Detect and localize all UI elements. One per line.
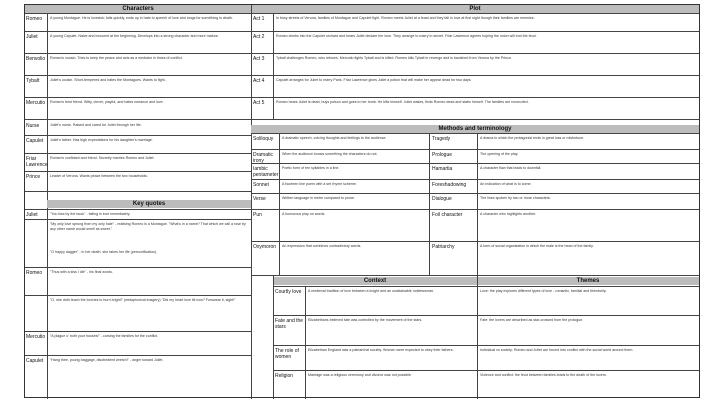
row-divider — [251, 75, 699, 76]
characters-header: Characters — [25, 5, 251, 13]
row-divider — [251, 97, 699, 98]
method-definition: A drama in which the protagonist ends in great loss or misfortune. — [480, 136, 585, 140]
character-description: Romeo's cousin. Tries to keep the peace and acts as a mediator in times of conflict. — [50, 56, 183, 60]
row-divider — [251, 31, 699, 32]
row-divider — [25, 355, 251, 356]
context-term: Courtly love — [275, 289, 302, 295]
context-term: Fate and the stars — [275, 318, 304, 330]
plot-act: Act 3 — [253, 56, 265, 62]
context-definition: Marriage was a religious ceremony and divorce was not possible. — [308, 373, 412, 377]
theme-description: Individual vs society: Romeo and Juliet are forced into conflict with the social world around them. — [480, 348, 634, 352]
character-description: A young Montague. He is lovesick; falls quickly, ends up in hate to speech of love and longs for something in death. — [50, 16, 233, 20]
method-term: Dialogue — [432, 196, 452, 202]
method-definition: The lines spoken by two or more characters. — [480, 196, 551, 200]
row-divider — [25, 13, 699, 14]
row-divider — [273, 315, 477, 316]
row-divider — [477, 370, 699, 371]
quote-speaker: Juliet — [26, 212, 38, 218]
row-divider — [25, 31, 251, 32]
character-description: Juliet's nurse. Raised and cared for Juliet through her life. — [50, 123, 142, 127]
quote-speaker: Capulet — [26, 358, 44, 364]
row-divider — [25, 219, 251, 220]
column-divider — [47, 209, 48, 399]
character-description: A young Capulet. Naive and innocent at the beginning. Develops into a strong character and more mature. — [50, 34, 219, 38]
row-divider — [251, 53, 699, 54]
column-divider — [251, 209, 252, 399]
theme-description: Violence and conflict: the feud between families leads to the death of the lovers. — [480, 373, 607, 377]
plot-act: Act 1 — [253, 16, 265, 22]
row-divider — [273, 370, 477, 371]
row-divider — [25, 331, 251, 332]
method-term: Patriarchy — [432, 244, 455, 250]
quote-lines blue: "Thus with a kiss I die" - his final words. — [50, 270, 113, 274]
row-divider — [25, 135, 251, 136]
character-name: Tybalt — [26, 78, 40, 84]
quote-lines blue: "O happy dagger" - in her death, she takes her life (personification). — [50, 250, 158, 254]
key-quotes-header: Key quotes — [47, 200, 251, 208]
method-definition: An indication of what is to come. — [480, 182, 532, 186]
row-divider — [25, 97, 251, 98]
method-term: Pun — [253, 212, 262, 218]
quote-speaker: Mercutio — [26, 334, 46, 340]
method-term: Verse — [253, 196, 266, 202]
method-term: Hamartia — [432, 166, 453, 172]
row-divider — [25, 53, 251, 54]
character-description: Leader of Verona. Wants peace between the two households. — [50, 174, 148, 178]
context-header: Context — [273, 277, 477, 285]
plot-description: Tybalt challenges Romeo, who refuses. Mercutio fights Tybalt and is killed. Romeo kills Tybalt in revenge and is banished from Verona by the Prince. — [276, 56, 512, 60]
plot-description: Romeo climbs into the Capulet orchard and hears Juliet declare her love. They arrange to marry in secret. Friar Lawrence agrees hoping the union will end the feud. — [276, 34, 537, 38]
row-divider — [251, 193, 699, 194]
plot-act: Act 2 — [253, 34, 265, 40]
row-divider — [251, 209, 699, 210]
row-divider — [25, 191, 251, 192]
methods-header: Methods and terminology — [251, 125, 699, 133]
method-definition: A character flaw that leads to downfall. — [480, 166, 542, 170]
character-name: Nurse — [26, 123, 40, 129]
character-name: Benvolio — [26, 56, 46, 62]
row-divider — [25, 119, 699, 120]
row-divider — [477, 315, 699, 316]
row-divider — [251, 149, 699, 150]
quote-lines blue: "O, she doth teach the torches to burn bright!" (metaphorical imagery) "Did my heart love till now? Forswear it, sight!" — [50, 298, 236, 302]
character-name: Juliet — [26, 34, 38, 40]
context-definition: Elizabethans believed fate was controlled by the movement of the stars. — [308, 318, 423, 322]
method-definition: When the audience knows something the characters do not. — [282, 152, 378, 156]
method-definition: A character who highlights another. — [480, 212, 536, 216]
row-divider — [251, 163, 699, 164]
method-term: Oxymoron — [253, 244, 277, 250]
column-divider — [273, 275, 274, 399]
method-term: Sonnet — [253, 182, 269, 188]
row-divider — [251, 241, 699, 242]
context-definition: A medieval tradition of love between a knight and an unattainable noblewoman. — [308, 289, 435, 293]
theme-description: Fate: the lovers are described as star-crossed from the prologue. — [480, 318, 584, 322]
column-divider — [305, 286, 306, 399]
row-divider — [273, 345, 477, 346]
column-divider — [477, 275, 478, 399]
row-divider — [25, 153, 251, 154]
row-divider — [477, 345, 699, 346]
character-description: Romeo's confidant and friend. Secretly marries Romeo and Juliet. — [50, 156, 155, 160]
method-definition: Written language in metre compared to prose. — [282, 196, 356, 200]
method-term: Foil character — [432, 212, 463, 218]
context-term: Religion — [275, 373, 294, 379]
column-divider — [429, 133, 430, 275]
row-divider — [251, 275, 699, 276]
method-term: Prologue — [432, 152, 453, 158]
method-term: Foreshadowing — [432, 182, 467, 188]
theme-description: Love: the play explores different types of love - romantic, familial and friendship. — [480, 289, 607, 293]
method-term: Soliloquy — [253, 136, 274, 142]
character-name: Capulet — [26, 138, 44, 144]
row-divider — [25, 75, 251, 76]
method-definition: A dramatic speech, voicing thoughts and feelings to the audience. — [282, 136, 387, 140]
character-description: Juliet's cousin. Short-tempered and hates the Montagues. Wants to fight. — [50, 78, 166, 82]
plot-description: Romeo hears Juliet is dead, buys poison and goes to her tomb. He kills himself. Juliet wakes, finds Romeo dead and stabs herself. The families are reconciled. — [276, 100, 529, 104]
character-name: Mercutio — [26, 100, 46, 106]
method-definition: Poetic form of ten syllables in a line. — [282, 166, 340, 170]
plot-description: Capulet arranges for Juliet to marry Paris. Friar Lawrence gives Juliet a potion that will make her appear dead for two days. — [276, 78, 472, 82]
plot-act: Act 5 — [253, 100, 265, 106]
method-definition: A form of social organisation in which the male is the head of the family. — [480, 244, 594, 248]
row-divider — [25, 267, 251, 268]
row-divider — [251, 179, 699, 180]
context-definition: Elizabethan England was a patriarchal society. Women were expected to obey their fathers. — [308, 348, 454, 352]
method-term: Iambic pentameter — [253, 166, 279, 178]
themes-header: Themes — [477, 277, 699, 285]
row-divider — [273, 286, 699, 287]
quote-lines blue: "My only love sprung from my only hate" - realising Romeo is a Montague. "What's in a name? That which we call a rose by any other name would smell as sweet." — [50, 222, 246, 231]
character-description: Juliet's father. Has high expectations for his daughter's marriage. — [50, 138, 153, 142]
row-divider — [25, 295, 251, 296]
row-divider — [251, 133, 699, 134]
plot-act: Act 4 — [253, 78, 265, 84]
quote-lines blue: "You kiss by the book" - falling in love immediately. — [50, 212, 131, 216]
column-divider — [47, 13, 48, 119]
character-description: Romeo's best friend. Witty, clever, playful, and hates romance and love. — [50, 100, 164, 104]
plot-header: Plot — [251, 5, 699, 13]
row-divider — [25, 171, 251, 172]
method-definition: The opening of the play. — [480, 152, 519, 156]
table-grid — [24, 4, 700, 398]
row-divider — [25, 209, 251, 210]
quote-lines blue: "Hang thee, young baggage, disobedient wretch!" - anger toward Juliet. — [50, 358, 164, 362]
quote-lines blue: "A plague o' both your houses!" - cursing the families for the conflict. — [50, 334, 159, 338]
character-name: Romeo — [26, 16, 43, 22]
quote-speaker: Romeo — [26, 270, 43, 276]
method-definition: A fourteen line poem with a set rhyme scheme. — [282, 182, 357, 186]
plot-description: In busy streets of Verona, families of Montague and Capulet fight. Romeo meets Juliet at a feast and they fall in love at first sight though their families are enemies. — [276, 16, 535, 20]
method-term: Dramatic irony — [253, 152, 274, 164]
context-term: The role of women — [275, 348, 299, 360]
character-name: Friar Lawrence — [26, 156, 48, 168]
method-definition: An expression that combines contradictory words. — [282, 244, 362, 248]
method-term: Tragedy — [432, 136, 451, 142]
character-name: Prince — [26, 174, 41, 180]
method-definition: A humorous play on words. — [282, 212, 326, 216]
